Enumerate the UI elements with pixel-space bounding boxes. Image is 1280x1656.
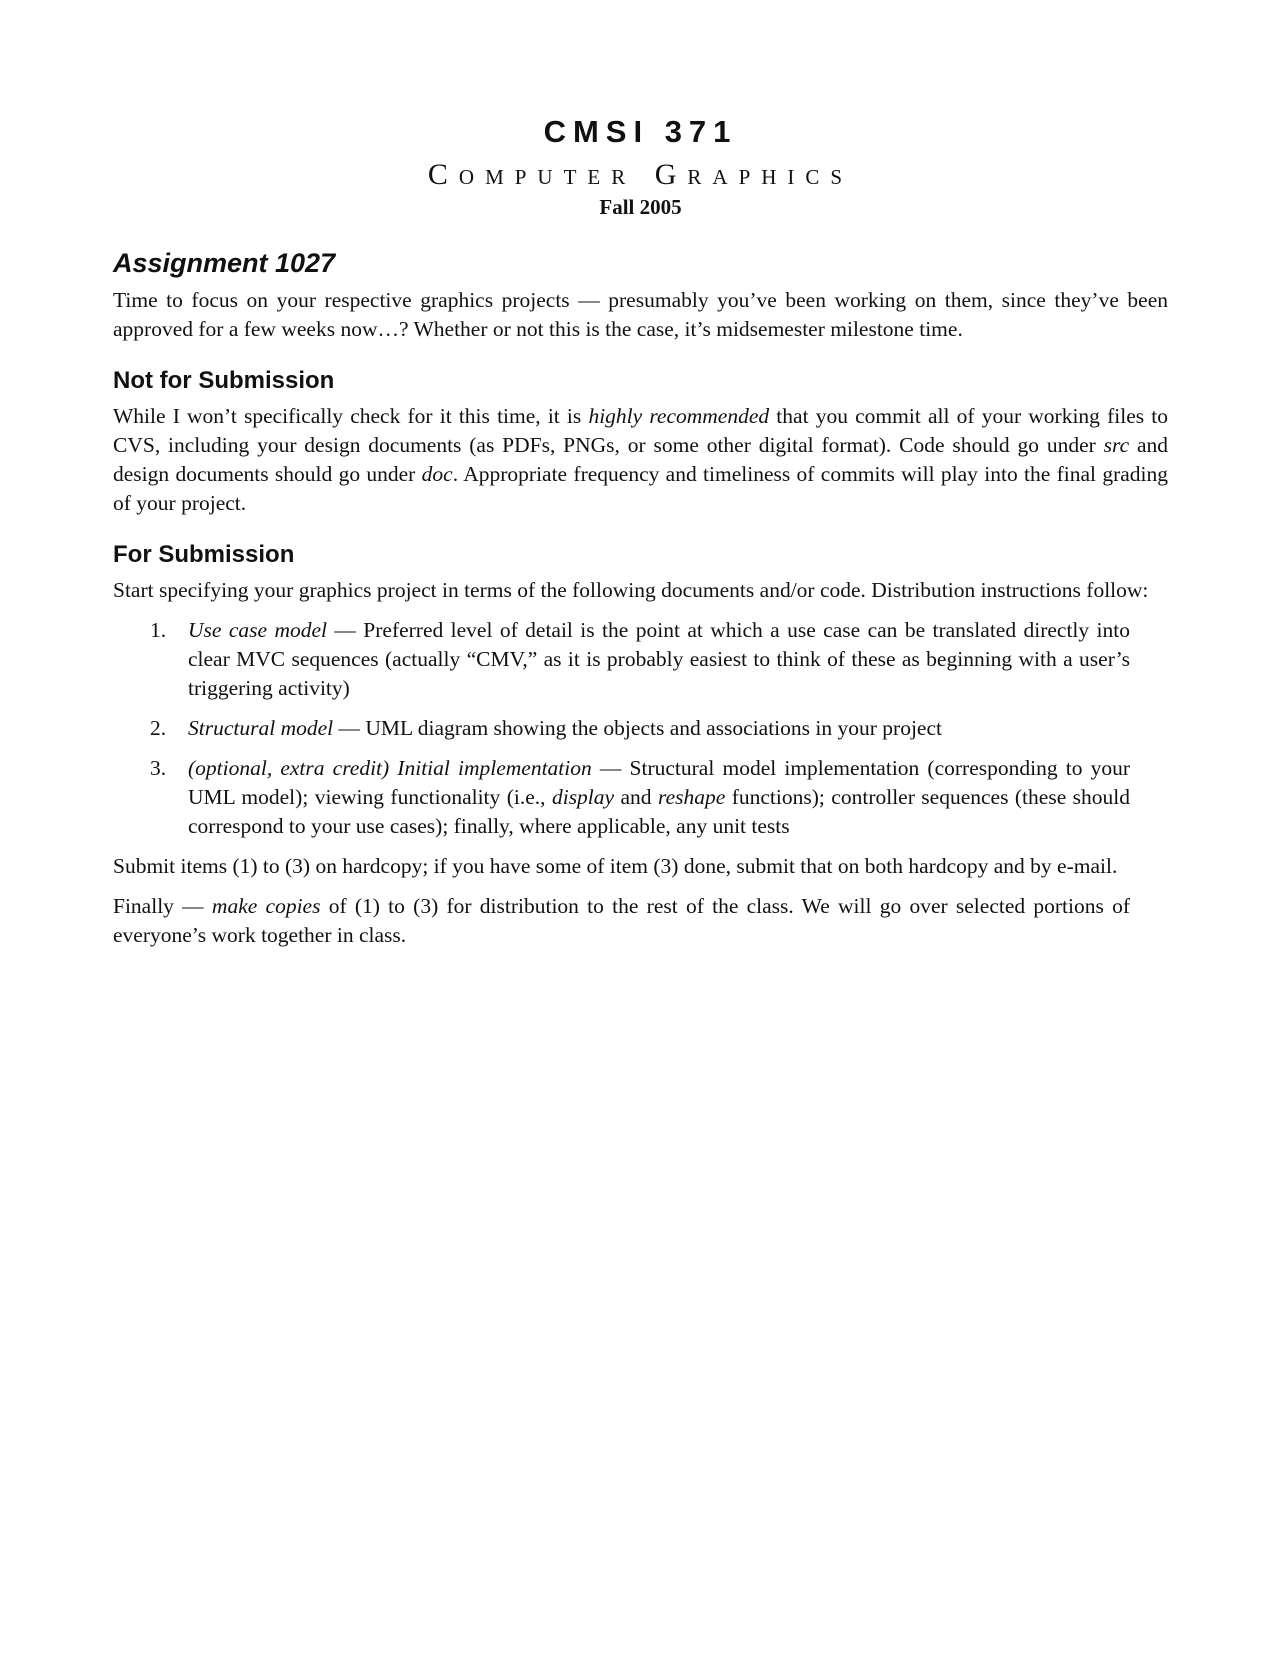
emphasis-reshape: reshape: [658, 785, 726, 809]
document-page: [113, 0, 1168, 961]
list-item-title: Use case model: [188, 618, 327, 642]
assignment-title: Assignment 1027: [113, 248, 336, 278]
list-item-text: — Structural model implementation (corresponding to your UML model); viewing functionality (i.e.,: [188, 756, 1130, 809]
list-item-title: Structural model: [188, 716, 334, 740]
list-item-title: (optional, extra credit) Initial implementation: [188, 756, 592, 780]
not-for-submission-heading: Not for Submission: [113, 367, 335, 394]
course-code: CMSI 371: [543, 114, 738, 149]
text-segment: of (1) to (3) for distribution to the rest of the class. We will go over selected portions of everyone’s work together in class.: [113, 894, 1131, 947]
for-submission-intro: Start specifying your graphics project in terms of the following documents and/or code. Distribution instructions follow:: [113, 578, 1149, 602]
list-item: [113, 616, 1168, 703]
text-segment: Finally —: [113, 894, 212, 918]
list-item-number: 3.: [150, 756, 167, 780]
assignment-intro: Time to focus on your respective graphics projects — presumably you’ve been working on them, since they’ve been approved for a few weeks now…? Whether or not this is the case, it’s midsemester milestone time.: [113, 288, 1168, 341]
text-segment: and design documents should go under: [113, 433, 1168, 486]
term: Fall 2005: [599, 195, 682, 219]
list-item-number: 1.: [150, 618, 167, 642]
emphasis-highly-recommended: highly recommended: [588, 404, 770, 428]
list-item-text: and: [614, 785, 658, 809]
deliverables-list: [113, 616, 1168, 841]
final-note: [113, 892, 1168, 950]
text-segment: that you commit all of your working files to CVS, including your design documents (as PDFs, PNGs, or some other digital format). Code should go under: [113, 404, 1168, 457]
not-for-submission-paragraph: [113, 402, 1168, 518]
document-header: [113, 112, 1168, 220]
emphasis-display: display: [551, 785, 615, 809]
text-segment: While I won’t specifically check for it this time, it is: [113, 404, 589, 428]
course-name: Computer Graphics: [427, 158, 854, 191]
emphasis-src: src: [1103, 433, 1130, 457]
list-item-number: 2.: [150, 716, 167, 740]
list-item-text: functions); controller sequences (these should correspond to your use cases); finally, where applicable, any unit tests: [188, 785, 1131, 838]
list-item: [113, 714, 1168, 743]
emphasis-doc: doc: [421, 462, 453, 486]
for-submission-heading: For Submission: [113, 541, 295, 568]
emphasis-make-copies: make copies: [211, 894, 321, 918]
submit-note: Submit items (1) to (3) on hardcopy; if you have some of item (3) done, submit that on both hardcopy and by e-mail.: [113, 854, 1118, 878]
list-item: [113, 754, 1168, 841]
list-item-text: — Preferred level of detail is the point at which a use case can be translated directly into clear MVC sequences (actually “CMV,” as it is probably easiest to think of these as beginning with a user’s triggering activity): [188, 618, 1130, 700]
list-item-text: — UML diagram showing the objects and associations in your project: [333, 716, 942, 740]
text-segment: . Appropriate frequency and timeliness of commits will play into the final grading of your project.: [113, 462, 1168, 515]
